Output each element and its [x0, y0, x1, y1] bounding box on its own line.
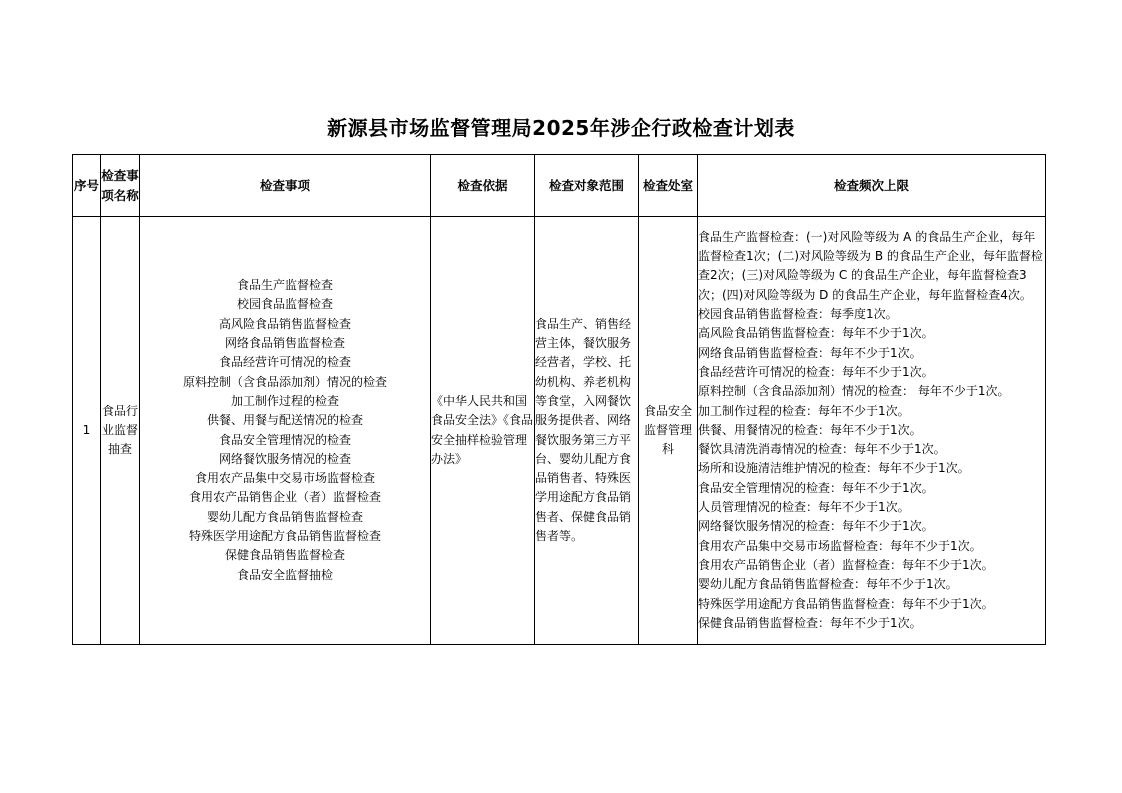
- inspection-item: 食品安全监督抽检: [236, 567, 333, 582]
- row-inspection-frequency: [698, 217, 1046, 645]
- inspection-item: 供餐、用餐与配送情况的检查: [206, 413, 363, 428]
- frequency-line: 保健食品销售监督检查：每年不少于1次。: [698, 615, 922, 630]
- frequency-line: 食品经营许可情况的检查：每年不少于1次。: [698, 364, 934, 379]
- header-scope: 检查对象范围: [535, 155, 639, 217]
- table-row: [73, 217, 1046, 645]
- frequency-line: 特殊医学用途配方食品销售监督检查：每年不少于1次。: [698, 596, 994, 611]
- table-header-row: [73, 155, 1046, 217]
- frequency-line: 加工制作过程的检查：每年不少于1次。: [698, 403, 910, 418]
- frequency-line: 食用农产品销售企业（者）监督检查：每年不少于1次。: [698, 557, 994, 572]
- inspection-item: 网络餐饮服务情况的检查: [218, 451, 351, 466]
- row-inspection-office: 食品安全监督管理科: [639, 217, 698, 645]
- inspection-plan-table: [72, 154, 1046, 645]
- inspection-item: 加工制作过程的检查: [230, 393, 339, 408]
- inspection-item: 校园食品监督检查: [236, 297, 333, 312]
- inspection-item: 食用农产品集中交易市场监督检查: [194, 471, 375, 486]
- frequency-line: 供餐、用餐情况的检查：每年不少于1次。: [698, 422, 922, 437]
- inspection-item: 婴幼儿配方食品销售监督检查: [206, 509, 363, 524]
- frequency-line: 网络餐饮服务情况的检查：每年不少于1次。: [698, 519, 934, 534]
- header-items: 检查事项: [140, 155, 431, 217]
- inspection-item: 保健食品销售监督检查: [224, 548, 345, 563]
- row-number: 1: [73, 217, 101, 645]
- row-inspection-scope: 食品生产、销售经营主体，餐饮服务经营者，学校、托幼机构、养老机构等食堂，入网餐饮服务提供者、网络餐饮服务第三方平台、婴幼儿配方食品销售者、特殊医学用途配方食品销售者、保健食品销售者等。: [535, 217, 639, 645]
- inspection-item: 网络食品销售监督检查: [224, 336, 345, 351]
- header-office: 检查处室: [639, 155, 698, 217]
- frequency-intro: 食品生产监督检查：(一)对风险等级为 A 的食品生产企业，每年监督检查1次；(二)对风险等级为 B 的食品生产企业，每年监督检查2次；(三)对风险等级为 C 的食品生产企业，每年监督检查3次；(四)对风险等级为 D 的食品生产企业，每年监督检查4次。: [698, 229, 1043, 302]
- frequency-line: 餐饮具清洗消毒情况的检查：每年不少于1次。: [698, 442, 946, 457]
- frequency-line: 场所和设施清洁维护情况的检查：每年不少于1次。: [698, 461, 970, 476]
- frequency-line: 食用农产品集中交易市场监督检查：每年不少于1次。: [698, 538, 982, 553]
- header-name: 检查事项名称: [101, 155, 140, 217]
- frequency-line: 高风险食品销售监督检查：每年不少于1次。: [698, 326, 934, 341]
- page-title: 新源县市场监督管理局2025年涉企行政检查计划表: [327, 116, 795, 140]
- row-inspection-name: 食品行业监督抽查: [101, 217, 140, 645]
- frequency-line: 网络食品销售监督检查：每年不少于1次。: [698, 345, 922, 360]
- inspection-item: 高风险食品销售监督检查: [218, 316, 351, 331]
- row-inspection-items: [140, 217, 431, 645]
- frequency-line: 校园食品销售监督检查：每季度1次。: [698, 307, 898, 322]
- header-basis: 检查依据: [431, 155, 535, 217]
- inspection-item: 食品生产监督检查: [236, 278, 333, 293]
- inspection-item: 原料控制（含食品添加剂）情况的检查: [182, 374, 387, 389]
- header-freq: 检查频次上限: [698, 155, 1046, 217]
- inspection-item: 食用农产品销售企业（者）监督检查: [188, 490, 381, 505]
- frequency-line: 人员管理情况的检查：每年不少于1次。: [698, 500, 910, 515]
- frequency-line: 食品安全管理情况的检查：每年不少于1次。: [698, 480, 934, 495]
- inspection-item: 特殊医学用途配方食品销售监督检查: [188, 528, 381, 543]
- inspection-item: 食品安全管理情况的检查: [218, 432, 351, 447]
- row-inspection-basis: 《中华人民共和国食品安全法》《食品安全抽样检验管理办法》: [431, 217, 535, 645]
- frequency-line: 婴幼儿配方食品销售监督检查：每年不少于1次。: [698, 577, 958, 592]
- header-num: 序号: [73, 155, 101, 217]
- frequency-line: 原料控制（含食品添加剂）情况的检查： 每年不少于1次。: [698, 384, 1010, 399]
- inspection-item: 食品经营许可情况的检查: [218, 355, 351, 370]
